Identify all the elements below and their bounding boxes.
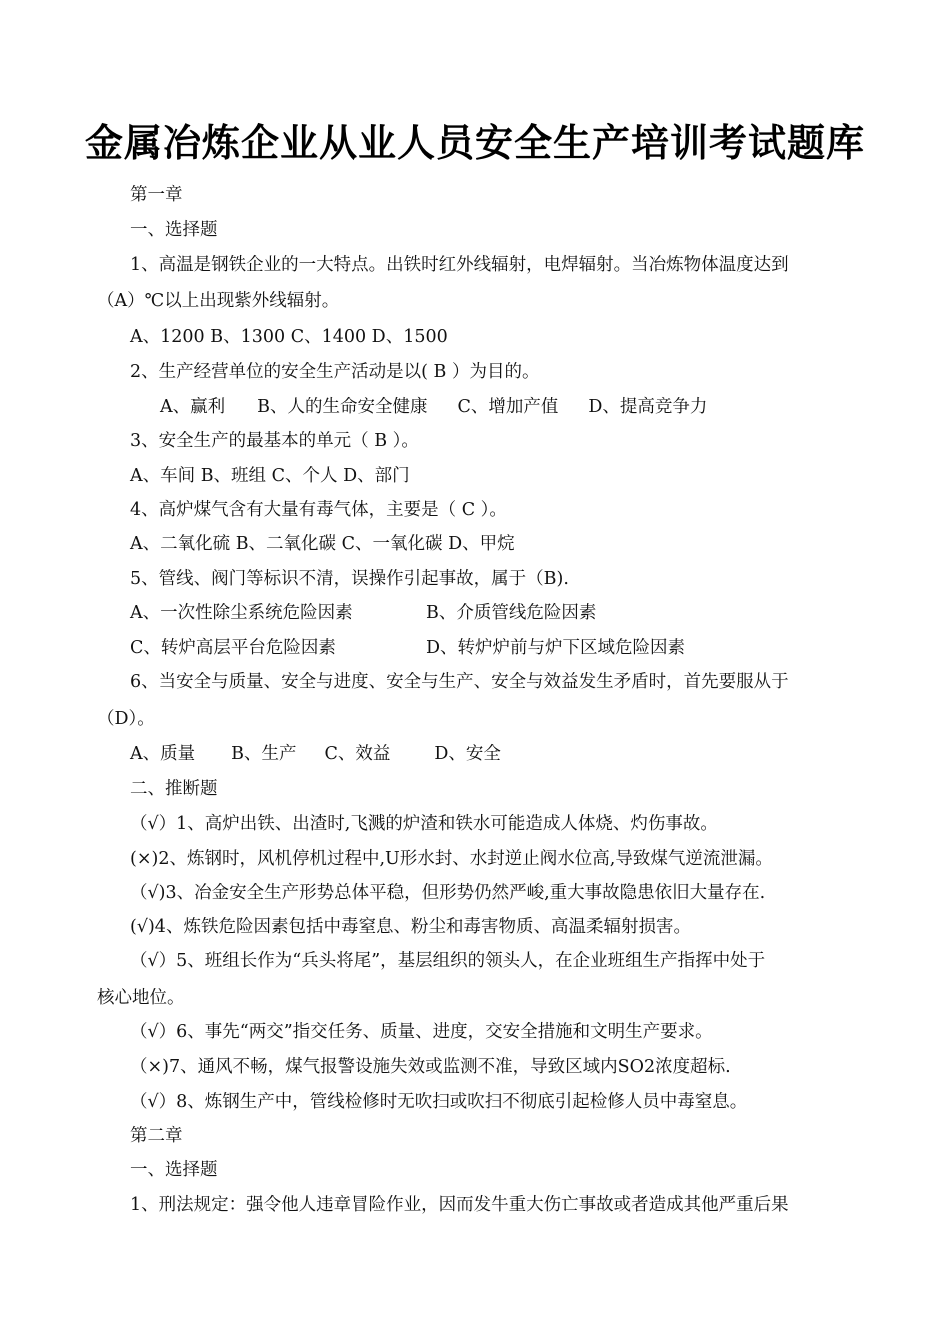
question-text: 5、管线、阀门等标识不清，误操作引起事故，属于（B). — [130, 569, 569, 589]
option-b: B、介质管线危险因素 — [426, 603, 597, 623]
option-a: A、一次性除尘系统危险因素 — [130, 603, 353, 623]
judgment-item: （√）8、炼钢生产中，管线检修时无吹扫或吹扫不彻底引起检修人员中毒窒息。 — [130, 1092, 748, 1112]
question-text: 1、刑法规定：强令他人违章冒险作业，因而发牛重大伤亡事故或者造成其他严重后果 — [130, 1195, 789, 1215]
question-text: 6、当安全与质量、安全与进度、安全与生产、安全与效益发生矛盾时，首先要服从于 — [130, 672, 789, 692]
option-b: B、生产 — [231, 744, 297, 764]
judgment-item: （√）5、班组长作为“兵头将尾”，基层组织的领头人，在企业班组生产指挥中处于 — [130, 951, 766, 971]
judgment-item: (√)4、炼铁危险因素包括中毒窒息、粉尘和毒害物质、高温柔辐射损害。 — [130, 917, 691, 937]
option-d: D、安全 — [434, 744, 501, 764]
question-text-continued: （D）。 — [97, 709, 155, 729]
judgment-item: （√）1、高炉出铁、出渣时,飞溅的炉渣和铁水可能造成人体烧、灼伤事故。 — [130, 814, 718, 834]
question-text: 2、生产经营单位的安全生产活动是以( B ）为目的。 — [130, 362, 540, 382]
question-options: A、1200 B、1300 C、1400 D、1500 — [130, 327, 448, 347]
option-d: D、转炉炉前与炉下区域危险因素 — [426, 638, 686, 658]
judgment-item: （×)7、通风不畅，煤气报警设施失效或监测不准，导致区域内SO2浓度超标. — [130, 1057, 731, 1077]
question-options: A、车间 B、班组 C、个人 D、部门 — [130, 466, 410, 486]
question-text: 4、高炉煤气含有大量有毒气体，主要是（ C ）。 — [130, 500, 507, 520]
question-text: 3、安全生产的最基本的单元（ B ）。 — [130, 431, 419, 451]
chapter-heading: 第一章 — [130, 185, 183, 205]
document-title: 金属冶炼企业从业人员安全生产培训考试题库 — [84, 121, 865, 165]
option-b: B、人的生命安全健康 — [257, 397, 428, 417]
section-heading: 一、选择题 — [130, 220, 218, 240]
judgment-item-continued: 核心地位。 — [97, 988, 185, 1008]
question-options — [130, 742, 501, 766]
option-c: C、增加产值 — [457, 397, 559, 417]
option-c: C、转炉高层平台危险因素 — [130, 638, 336, 658]
judgment-item: (×)2、炼钢时，风机停机过程中,U形水封、水封逆止阀水位高,导致煤气逆流泄漏。 — [130, 849, 773, 869]
chapter-heading: 第二章 — [130, 1126, 183, 1146]
option-c: C、效益 — [324, 744, 391, 764]
question-options — [160, 395, 707, 419]
section-heading: 一、选择题 — [130, 1160, 218, 1180]
option-d: D、提高竞争力 — [588, 397, 708, 417]
option-a: A、质量 — [130, 744, 196, 764]
judgment-item: （√）6、事先“两交”指交任务、质量、进度，交安全措施和文明生产要求。 — [130, 1022, 713, 1042]
question-text-continued: （A）℃以上出现紫外线辐射。 — [97, 291, 340, 311]
judgment-item: （√)3、冶金安全生产形势总体平稳，但形势仍然严峻,重大事故隐患依旧大量存在. — [130, 883, 766, 903]
question-options: A、二氧化硫 B、二氧化碳 C、一氧化碳 D、甲烷 — [130, 534, 515, 554]
question-text: 1、高温是钢铁企业的一大特点。出铁时红外线辐射，电焊辐射。当冶炼物体温度达到 — [130, 255, 789, 275]
section-heading: 二、推断题 — [130, 779, 218, 799]
option-a: A、赢利 — [160, 397, 226, 417]
